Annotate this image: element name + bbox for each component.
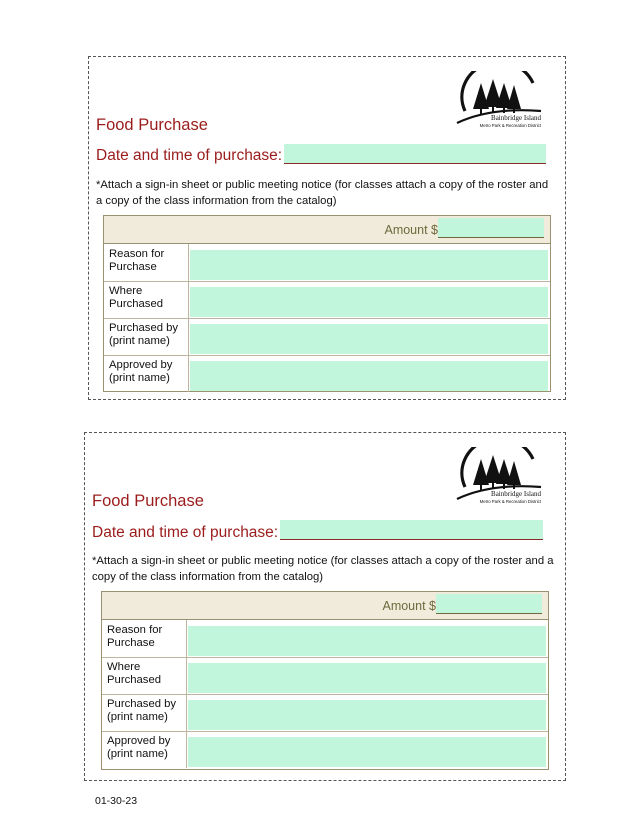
- amount-field[interactable]: [436, 594, 542, 614]
- food-purchase-form-2: [84, 432, 566, 781]
- logo-name: Bainbridge Island: [491, 490, 541, 498]
- date-label: Date and time of purchase:: [92, 524, 279, 541]
- date-label: Date and time of purchase:: [96, 147, 283, 164]
- attachment-note: *Attach a sign-in sheet or public meeting notice (for classes attach a copy of the roster and a copy of the class information from the catalog): [96, 179, 549, 207]
- purchased-by-label: Purchased by (print name): [107, 698, 177, 723]
- where-field[interactable]: [190, 287, 548, 317]
- table-row: [102, 620, 548, 658]
- logo-subtitle: Metro Park & Recreation District: [479, 123, 541, 128]
- where-label: Where Purchased: [109, 285, 164, 310]
- table-row: [102, 731, 548, 768]
- bainbridge-logo: [451, 71, 545, 133]
- amount-label: Amount $: [382, 599, 436, 613]
- amount-field[interactable]: [438, 218, 544, 238]
- form-title: Food Purchase: [96, 116, 208, 134]
- approved-by-label: Approved by (print name): [107, 735, 171, 760]
- table-row: [104, 318, 550, 356]
- bainbridge-logo: [451, 447, 545, 509]
- food-purchase-form-1: [88, 56, 566, 400]
- logo-subtitle: Metro Park & Recreation District: [479, 499, 541, 504]
- approved-by-label: Approved by (print name): [109, 359, 173, 384]
- purchase-table: [101, 591, 549, 770]
- where-field[interactable]: [188, 663, 546, 693]
- table-row: [104, 355, 550, 392]
- amount-label: Amount $: [384, 223, 438, 237]
- table-row: [104, 244, 550, 282]
- purchased-by-field[interactable]: [188, 700, 546, 730]
- reason-label: Reason for Purchase: [109, 248, 165, 273]
- where-label: Where Purchased: [107, 661, 162, 686]
- approved-by-field[interactable]: [188, 737, 546, 767]
- reason-field[interactable]: [190, 250, 548, 280]
- date-time-field[interactable]: [280, 520, 543, 540]
- attachment-note: *Attach a sign-in sheet or public meeting notice (for classes attach a copy of the roster and a copy of the class information from the catalog): [92, 555, 554, 583]
- reason-field[interactable]: [188, 626, 546, 656]
- table-row: [102, 694, 548, 732]
- logo-name: Bainbridge Island: [491, 114, 541, 122]
- table-row: [104, 281, 550, 319]
- table-row: [102, 657, 548, 695]
- date-time-field[interactable]: [284, 144, 546, 164]
- amount-row: [104, 216, 550, 244]
- amount-row: [102, 592, 548, 620]
- purchased-by-label: Purchased by (print name): [109, 322, 179, 347]
- purchase-table: [103, 215, 551, 392]
- approved-by-field[interactable]: [190, 361, 548, 391]
- reason-label: Reason for Purchase: [107, 624, 163, 649]
- revision-date: 01-30-23: [95, 795, 138, 807]
- form-title: Food Purchase: [92, 492, 204, 510]
- purchased-by-field[interactable]: [190, 324, 548, 354]
